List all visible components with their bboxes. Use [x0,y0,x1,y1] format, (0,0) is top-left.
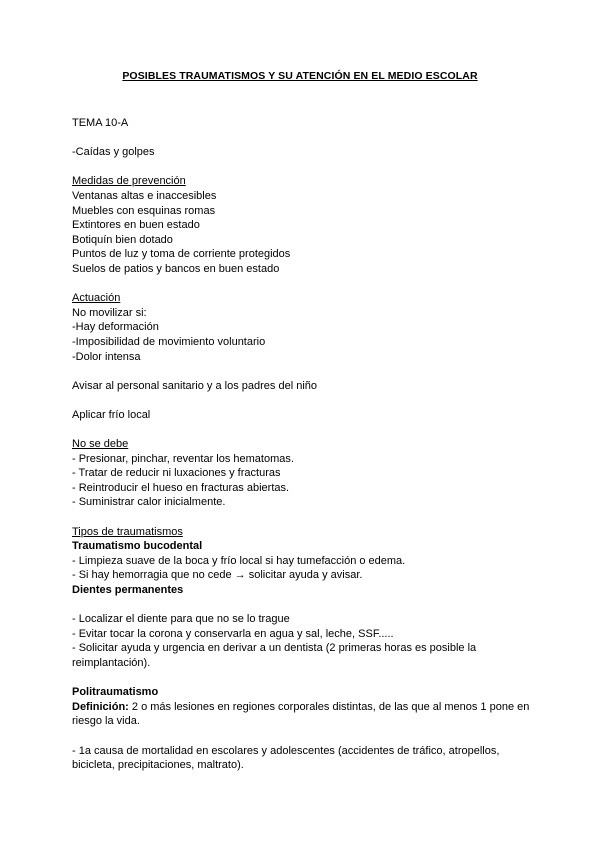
action-heading: Actuación [72,292,121,305]
prevention-heading: Medidas de prevención [72,175,186,188]
section-intro: -Caídas y golpes [72,146,155,159]
prevention-item: Ventanas altas e inaccesibles [72,189,217,202]
cold-text: Aplicar frío local [72,408,151,421]
action-item: -Hay deformación [72,321,159,334]
oral-trauma-item: - Limpieza suave de la boca y frío local si hay tumefacción o edema. [72,554,406,567]
permanent-teeth-item: - Evitar tocar la corona y conservarla en agua y sal, leche, SSF..... [72,627,394,640]
polytrauma-definition [72,700,532,729]
definition-label: Definición: [72,700,129,713]
document-body [72,116,532,773]
action-intro: No movilizar si: [72,306,147,319]
polytrauma-mortality: - 1a causa de mortalidad en escolares y adolescentes (accidentes de tráfico, atropellos, bicicleta, precipitaciones, maltrato). [72,744,500,772]
prevention-item: Suelos de patios y bancos en buen estado [72,262,280,275]
prevention-item: Extintores en buen estado [72,219,200,232]
topic-label: TEMA 10-A [72,117,129,129]
oral-trauma-item: - Si hay hemorragia que no cede → solicitar ayuda y avisar. [72,569,363,582]
notify-text: Avisar al personal sanitario y a los padres del niño [72,379,317,392]
polytrauma-heading: Politraumatismo [72,686,159,699]
oral-trauma-heading: Traumatismo bucodental [72,540,203,553]
prevention-item: Puntos de luz y toma de corriente protegidos [72,248,291,261]
not-to-do-heading: No se debe [72,438,129,451]
not-to-do-item: - Reintroducir el hueso en fracturas abiertas. [72,481,290,494]
document-title: POSIBLES TRAUMATISMOS Y SU ATENCIÓN EN EL MEDIO ESCOLAR [122,70,478,82]
permanent-teeth-item: - Solicitar ayuda y urgencia en derivar a un dentista (2 primeras horas es posible la reimplantación). [72,642,477,669]
prevention-item: Botiquín bien dotado [72,233,173,246]
action-item: -Imposibilidad de movimiento voluntario [72,335,266,348]
types-heading: Tipos de traumatismos [72,525,183,538]
prevention-item: Muebles con esquinas romas [72,204,216,217]
definition-text: 2 o más lesiones en regiones corporales distintas, de las que al menos 1 pone en riesgo la vida. [72,700,530,728]
permanent-teeth-item: - Localizar el diente para que no se lo trague [72,613,290,626]
not-to-do-item: - Tratar de reducir ni luxaciones y fracturas [72,467,281,480]
not-to-do-item: - Presionar, pinchar, reventar los hematomas. [72,452,294,465]
action-item: -Dolor intensa [72,350,141,363]
not-to-do-item: - Suministrar calor inicialmente. [72,496,226,509]
permanent-teeth-heading: Dientes permanentes [72,584,184,596]
